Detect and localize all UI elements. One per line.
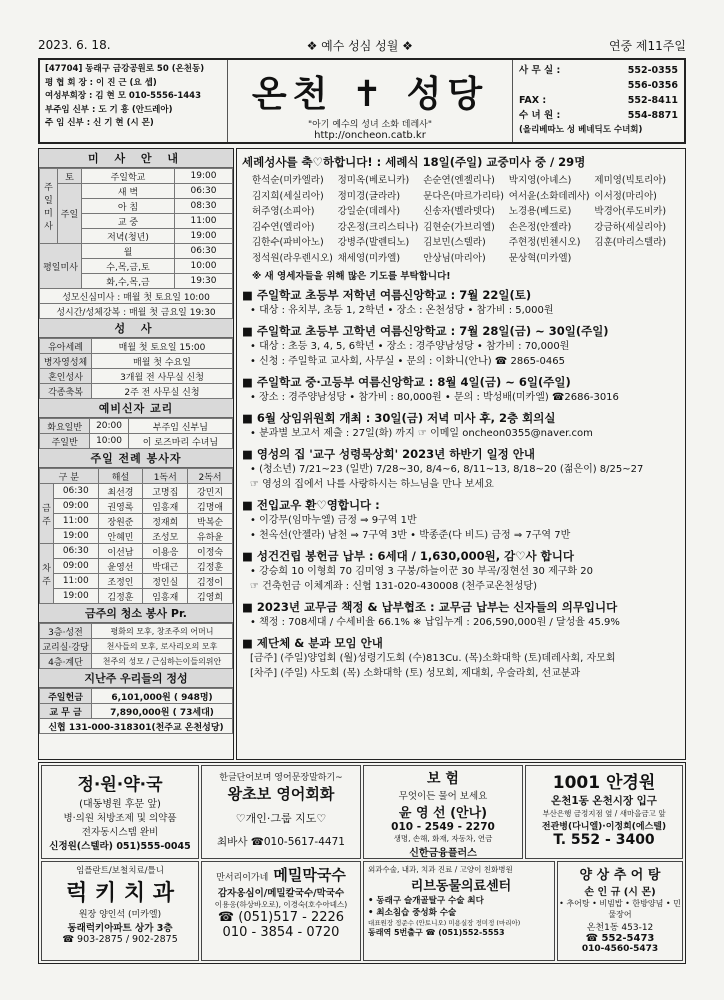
contact-label: FAX :: [519, 95, 547, 106]
mass-time: 09:00: [54, 499, 99, 514]
offering-type: 주일헌금: [40, 689, 92, 704]
mass-time: 08:30: [174, 199, 232, 214]
ad-line: 윤 영 선 (안나): [398, 806, 488, 821]
news-detail: • 천옥선(안젤라) 남천 ⇒ 7구역 3반 • 박종준(다 비드) 금정 ⇒ 7구역 7반: [250, 530, 571, 541]
baptized-name: 김현순(가브리엘): [423, 221, 495, 233]
column-header: 구 분: [40, 469, 99, 484]
ad-line: 만서리이가네: [216, 873, 269, 883]
news-heading: ■ 주일학교 중·고등부 여름신앙학교 : 8월 4일(금) ~ 6일(주일): [242, 375, 571, 389]
server-name: 임흥재: [143, 589, 188, 604]
ad-line: 010 - 2549 - 2270: [391, 821, 495, 833]
baptized-name: 박경아(루도비카): [594, 206, 667, 217]
mass-time: 06:30: [54, 484, 99, 499]
title-block: [228, 60, 512, 142]
ad-title: 럭 키 치 과: [66, 881, 174, 906]
ad-line: • 동래구 슬개골탈구 수술 최다: [368, 896, 484, 906]
sacrament-name: 각종축복: [40, 384, 92, 399]
website-link[interactable]: http://oncheon.catb.kr: [314, 130, 426, 141]
server-name: 이선남: [98, 544, 143, 559]
ad-line: ☎ 552-5473: [585, 933, 655, 944]
offering-heading: 지난주 우리들의 정성: [39, 669, 233, 688]
holy-hour: 성시간/성체강복 : 매월 첫 금요일 19:30: [40, 304, 233, 319]
class-name: 화요일반: [40, 419, 90, 434]
baptized-name: 강금하(세실리아): [594, 221, 667, 233]
server-name: 장원준: [98, 514, 143, 529]
news-detail: • 장소 : 경주양남성당 • 참가비 : 80,000원 • 문의 : 박성배(미카엘) ☎2686-3016: [250, 392, 619, 403]
servers-table: [39, 468, 233, 604]
mass-time: 19:00: [54, 589, 99, 604]
liturgical-week: 연중 제11주일: [608, 38, 686, 53]
marian-mass: 성모신심미사 : 매월 첫 토요일 10:00: [40, 289, 233, 304]
ad-title: 양 상 추 어 탕: [579, 868, 661, 883]
ad-title: 메밀막국수: [273, 866, 346, 884]
ad-line: ☎ 903-2875 / 902-2875: [62, 934, 178, 945]
ad-line: 병·의원 처방조제 및 의약품: [63, 813, 177, 824]
women-vice-president: 여성부회장 : 김 현 모 010-5556-1443: [45, 91, 201, 101]
ad-line: 온천1동 온천시장 입구: [551, 795, 657, 807]
news-detail: ☞ 건축헌금 이체계좌 : 신협 131-020-430008 (천주교온천성당): [250, 581, 537, 592]
server-name: 유하윤: [188, 529, 233, 544]
area-name: 3층·성전: [40, 624, 92, 639]
news-detail: [차주] (주일) 사도회 (목) 소화대학 (토) 성모회, 제대회, 우술라회, 선교분과: [250, 668, 581, 679]
mass-time: 19:00: [174, 169, 232, 184]
ad-title: 왕초보 영어회화: [227, 785, 335, 803]
class-time: 20:00: [90, 419, 129, 434]
baptized-name: 신송자(벨라뎃다): [423, 206, 495, 217]
news-column: [236, 148, 686, 760]
baptized-name: 박지영(아녜스): [508, 175, 572, 186]
mass-time: 06:30: [174, 184, 232, 199]
baptized-name: 한석순(미카엘라): [252, 175, 324, 186]
baptized-name: 김훈(마리스텔라): [594, 237, 667, 248]
ad-line: 감자옹심이/메밀칼국수/막국수: [217, 888, 345, 899]
mass-name: 새 벽: [82, 184, 175, 199]
ad-title: 1001 안경원: [552, 773, 656, 793]
contact-value: 552-0355: [627, 65, 678, 76]
ad-title: 보 험: [427, 771, 459, 787]
ad-line: 동래럭키아파트 상가 3층: [67, 923, 173, 934]
ad-insurance: [363, 765, 523, 859]
ad-line: 전관병(다니엘)·이정희(에스텔): [541, 822, 667, 832]
baptized-name: 여서윤(소화데레사): [508, 190, 590, 202]
server-name: 강민지: [188, 484, 233, 499]
server-name: 이정숙: [188, 544, 233, 559]
convent-name: (올리베따노 성 베네딕도 수녀회): [519, 125, 643, 135]
sacraments-table: [39, 338, 233, 399]
ad-line: 임플란트/보철치료/틀니: [76, 866, 164, 876]
sacrament-info: 2주 전 사무실 신청: [92, 384, 233, 399]
ads-section: [38, 762, 686, 964]
parish-title: 온천 ✝ 성당: [251, 74, 489, 115]
area-name: 교리실·강당: [40, 639, 92, 654]
mass-time: 06:30: [54, 544, 99, 559]
contact-value: 554-8871: [627, 110, 678, 121]
area-group: 평화의 모후, 창조주의 어머니: [92, 624, 233, 639]
baptized-name: 정미옥(베로니카): [337, 175, 410, 186]
news-detail: • 책정 : 708세대 / 수세비율 66.1% ※ 납입누계 : 206,590,000원 / 달성율 45.9%: [250, 617, 620, 628]
baptized-name: 허주영(소피아): [252, 206, 315, 217]
offering-amount: 6,101,000원 ( 948명): [92, 689, 233, 704]
ad-line: 신한금융플러스: [409, 848, 477, 859]
ad-dental: [41, 861, 199, 961]
server-name: 박복순: [188, 514, 233, 529]
baptized-name: 강온정(크리스티나): [337, 221, 419, 233]
mass-time: 11:00: [54, 574, 99, 589]
ad-line: 010-4560-5473: [581, 944, 659, 954]
sacrament-info: 매월 첫 수요일: [92, 354, 233, 369]
mass-time: 11:00: [54, 514, 99, 529]
sacrament-name: 혼인성사: [40, 369, 92, 384]
sunday-label: 주일: [58, 184, 82, 244]
mass-name: 주일학교: [82, 169, 175, 184]
class-time: 10:00: [90, 434, 129, 449]
server-name: 김영희: [188, 589, 233, 604]
mass-time: 19:30: [174, 274, 232, 289]
servers-heading: 주일 전례 봉사자: [39, 449, 233, 468]
server-name: 고명집: [143, 484, 188, 499]
baptized-name: 안상님(마리아): [423, 252, 486, 264]
mass-table: [39, 168, 233, 319]
baptized-name: 정석원(라우렌시오): [252, 252, 333, 264]
news-detail: ☞ 영성의 집에서 나를 사랑하시는 하느님을 만나 보세요: [250, 479, 494, 490]
mass-time: 10:00: [174, 259, 232, 274]
top-bar: [38, 36, 686, 54]
ad-pharmacy: [41, 765, 199, 859]
sacrament-info: 3개월 전 사무실 신청: [92, 369, 233, 384]
column-header: 해설: [98, 469, 143, 484]
baptized-name: 채세영(미카엘): [337, 252, 401, 264]
news-detail: [금주] (주일)양업회 (월)성령기도회 (수)813Cu. (목)소화대학 (토)데레사회, 자모회: [250, 653, 616, 664]
council-president: 평 협 회 장 : 이 진 근 (요 셉): [45, 77, 157, 88]
column-header: 1독서: [143, 469, 188, 484]
baptized-name: 강일순(데레사): [337, 206, 401, 217]
assistant-priest: 부주임 신부 : 도 기 흥 (안드레아): [45, 104, 173, 115]
sacraments-heading: 성 사: [39, 319, 233, 338]
server-name: 김정이: [188, 574, 233, 589]
ad-line: 원장 양인석 (미카엘): [78, 910, 162, 920]
news-detail: • 분과별 보고서 제출 : 27일(화) 까지 ☞ 이메일 oncheon0355@naver.com: [250, 428, 593, 439]
class-teacher: 부주임 신부님: [128, 419, 232, 434]
ad-line: • 추어탕 • 비빔밥 • 한방양념 • 민물장어: [559, 899, 681, 919]
catechism-heading: 예비신자 교리: [39, 399, 233, 418]
baptized-name: 손은정(안젤라): [508, 221, 572, 233]
contact-value: 552-8411: [627, 95, 678, 106]
ad-line: 이용응(하상바오로), 이경숙(호수아녜스): [214, 900, 348, 909]
contact-label: 수 녀 원 :: [519, 110, 561, 121]
ad-title: 정·원·약·국: [77, 775, 163, 795]
server-name: 조정인: [98, 574, 143, 589]
baptized-name: 문상혁(미카엘): [508, 252, 572, 264]
baptized-name: 강병주(발렌티노): [337, 237, 410, 248]
ad-english: [201, 765, 361, 859]
baptized-name: 노경용(베드로): [508, 206, 572, 217]
ad-line: 신정원(스텔라) 051)555-0045: [49, 841, 191, 852]
ad-line: 동래역 5번출구 ☎ (051)552-5553: [368, 928, 505, 937]
server-name: 김정훈: [188, 559, 233, 574]
ad-line: • 최소침습 중성화 수술: [368, 908, 457, 918]
news-detail: • 신청 : 주일학교 교사회, 사무실 • 문의 : 이화니(안나) ☎ 2865-0465: [250, 356, 565, 367]
baptized-list: [242, 173, 680, 266]
ad-title: 리브동물의료센터: [410, 879, 512, 894]
news-list: [242, 287, 680, 681]
cleaning-table: [39, 623, 233, 669]
class-name: 주일반: [40, 434, 90, 449]
ad-line: 최바사 ☎010-5617-4471: [217, 836, 345, 848]
area-name: 4층·계단: [40, 654, 92, 669]
server-name: 조성모: [143, 529, 188, 544]
contacts: [512, 60, 684, 142]
server-name: 임흥재: [143, 499, 188, 514]
news-detail: • 대상 : 유치부, 초등 1, 2학년 • 장소 : 온천성당 • 참가비 : 5,000원: [250, 305, 554, 316]
sacrament-info: 매월 첫 토요일 15:00: [92, 339, 233, 354]
server-name: 안혜민: [98, 529, 143, 544]
prayer-request: ※ 새 영세자들을 위해 많은 기도를 부탁합니다!: [252, 271, 451, 282]
contact-value: 556-0356: [627, 80, 678, 91]
ad-line: 한글단어보며 영어문장말하기~: [219, 773, 343, 783]
baptized-name: 문다은(마르가리타): [423, 190, 505, 202]
parish-info: [40, 60, 228, 142]
offering-amount: 7,890,000원 ( 73세대): [92, 704, 233, 719]
mass-name: 월: [82, 244, 175, 259]
baptized-name: 김지희(세실리아): [252, 190, 324, 202]
news-heading: ■ 6월 상임위원회 개최 : 30일(금) 저녁 미사 후, 2층 회의실: [242, 411, 556, 425]
news-detail: • (청소년) 7/21~23 (일반) 7/28~30, 8/4~6, 8/11~13, 8/18~20 (젊은이) 8/25~27: [250, 464, 644, 475]
mass-name: 아 침: [82, 199, 175, 214]
ad-line: 부산은행 금정지점 옆 / 새마을금고 앞: [542, 809, 666, 818]
contact-label: 사 무 실 :: [519, 65, 561, 76]
ad-line: (대동병원 후문 앞): [79, 799, 161, 810]
ad-line: 대표원장 정준수 (안토니오) 미용실장 정미정 (마리아): [368, 919, 521, 927]
ad-line: ♡개인·그룹 지도♡: [235, 812, 327, 825]
news-heading: ■ 제단체 & 분과 모임 안내: [242, 636, 383, 650]
mass-name: 화,수,목,금: [82, 274, 175, 289]
news-heading: ■ 성건건립 봉헌금 납부 : 6세대 / 1,630,000원, 감♡사 합니다: [242, 549, 574, 563]
baptized-name: 제미영(빅토리아): [594, 175, 667, 186]
server-name: 정재희: [143, 514, 188, 529]
ad-line: T. 552 - 3400: [553, 832, 655, 848]
news-heading: ■ 전입교우 환♡영합니다 :: [242, 498, 380, 512]
mass-time: 19:00: [54, 529, 99, 544]
sacrament-name: 유아세례: [40, 339, 92, 354]
baptized-name: 김수연(엘리아): [252, 221, 315, 233]
left-column: [38, 148, 234, 760]
news-detail: • 대상 : 초등 3, 4, 5, 6학년 • 장소 : 경주양남성당 • 참가비 : 70,000원: [250, 341, 570, 352]
sunday-mass-label: 주일미사: [40, 169, 58, 244]
baptized-name: 주현정(빈첸시오): [508, 237, 581, 248]
month-theme: ❖ 예수 성심 성월 ❖: [306, 38, 413, 53]
motto: "아기 예수의 성녀 소화 데레사": [307, 120, 433, 130]
news-heading: ■ 2023년 교무금 책정 & 납부협조 : 교무금 납부는 신자들의 의무입니다: [242, 600, 618, 614]
server-name: 정인실: [143, 574, 188, 589]
news-heading: ■ 영성의 집 '교구 성령묵상회' 2023년 하반기 일정 안내: [242, 447, 536, 461]
news-heading: ■ 주일학교 초등부 저학년 여름신앙학교 : 7월 22일(토): [242, 288, 532, 302]
baptized-name: 김보민(스텔라): [423, 237, 486, 248]
pastor: 주 임 신부 : 신 기 현 (시 몬): [45, 118, 154, 128]
mass-time: 19:00: [174, 229, 232, 244]
area-group: 천주의 성모 / 근심하는이들의위안: [92, 654, 233, 669]
server-name: 박대근: [143, 559, 188, 574]
mass-name: 수,목,금,토: [82, 259, 175, 274]
mass-schedule-heading: 미 사 안 내: [39, 149, 233, 168]
week-group: 차주: [40, 544, 54, 604]
ad-line: 온천1동 453-12: [586, 923, 654, 933]
baptized-name: 손순연(엔젤리나): [423, 175, 495, 186]
server-name: 권영록: [98, 499, 143, 514]
ad-line: 손 인 규 (시 몬): [584, 887, 656, 898]
offering-type: 교 무 금: [40, 704, 92, 719]
sacrament-name: 병자영성체: [40, 354, 92, 369]
baptized-name: [594, 251, 680, 267]
server-name: 윤영선: [98, 559, 143, 574]
column-header: 2독서: [188, 469, 233, 484]
offering-table: [39, 688, 233, 734]
cleaning-heading: 금주의 청소 봉사 Pr.: [39, 604, 233, 623]
ad-line: 무엇이든 물어 보세요: [398, 791, 488, 802]
saturday-label: 토: [58, 169, 82, 184]
bank-account: 신협 131-000-318301(천주교 온천성당): [40, 719, 233, 734]
server-name: 이용응: [143, 544, 188, 559]
ad-restaurant: [557, 861, 683, 961]
mass-name: 저녁(청년): [82, 229, 175, 244]
mass-time: 06:30: [174, 244, 232, 259]
ad-optician: [525, 765, 683, 859]
ad-vet: [363, 861, 555, 961]
server-name: 최선경: [98, 484, 143, 499]
news-heading: ■ 주일학교 초등부 고학년 여름신앙학교 : 7월 28일(금) ~ 30일(주일): [242, 324, 609, 338]
baptized-name: 이서정(마리아): [594, 190, 657, 202]
mass-name: 교 중: [82, 214, 175, 229]
mass-time: 09:00: [54, 559, 99, 574]
baptized-name: 정미경(글라라): [337, 190, 401, 202]
news-detail: • 강승희 10 이형희 70 김미영 3 구붕/하늘이꾼 30 부곡/징현선 30 제구화 20: [250, 566, 593, 577]
issue-date: 2023. 6. 18.: [38, 38, 111, 52]
server-name: 김정훈: [98, 589, 143, 604]
ad-line: 전자동시스템 완비: [81, 827, 159, 838]
ad-noodles: [201, 861, 361, 961]
baptized-name: 김한수(파비아노): [252, 237, 324, 248]
server-name: 김명애: [188, 499, 233, 514]
ad-line: ☎ (051)517 - 2226: [217, 910, 345, 925]
mass-time: 11:00: [174, 214, 232, 229]
ad-line: 외과수술, 내과, 치과 진료 / 고양이 친화병원: [368, 865, 513, 874]
news-detail: • 이강무(임마누엘) 금정 ⇒ 9구역 1반: [250, 515, 417, 526]
ad-line: 생명, 손해, 화재, 자동차, 연금: [393, 834, 493, 843]
catechism-table: [39, 418, 233, 449]
class-teacher: 이 로즈마리 수녀님: [128, 434, 232, 449]
area-group: 천사들의 모후, 로사리오의 모후: [92, 639, 233, 654]
ad-line: 010 - 3854 - 0720: [222, 925, 340, 940]
masthead: [38, 58, 686, 144]
baptism-heading: 세례성사를 축♡하합니다! : 세례식 18일(주일) 교중미사 중 / 29명: [242, 155, 586, 169]
weekday-mass-label: 평일미사: [40, 244, 82, 289]
address: [47704] 동래구 금강공원로 50 (온천동): [45, 64, 205, 74]
week-group: 금주: [40, 484, 54, 544]
